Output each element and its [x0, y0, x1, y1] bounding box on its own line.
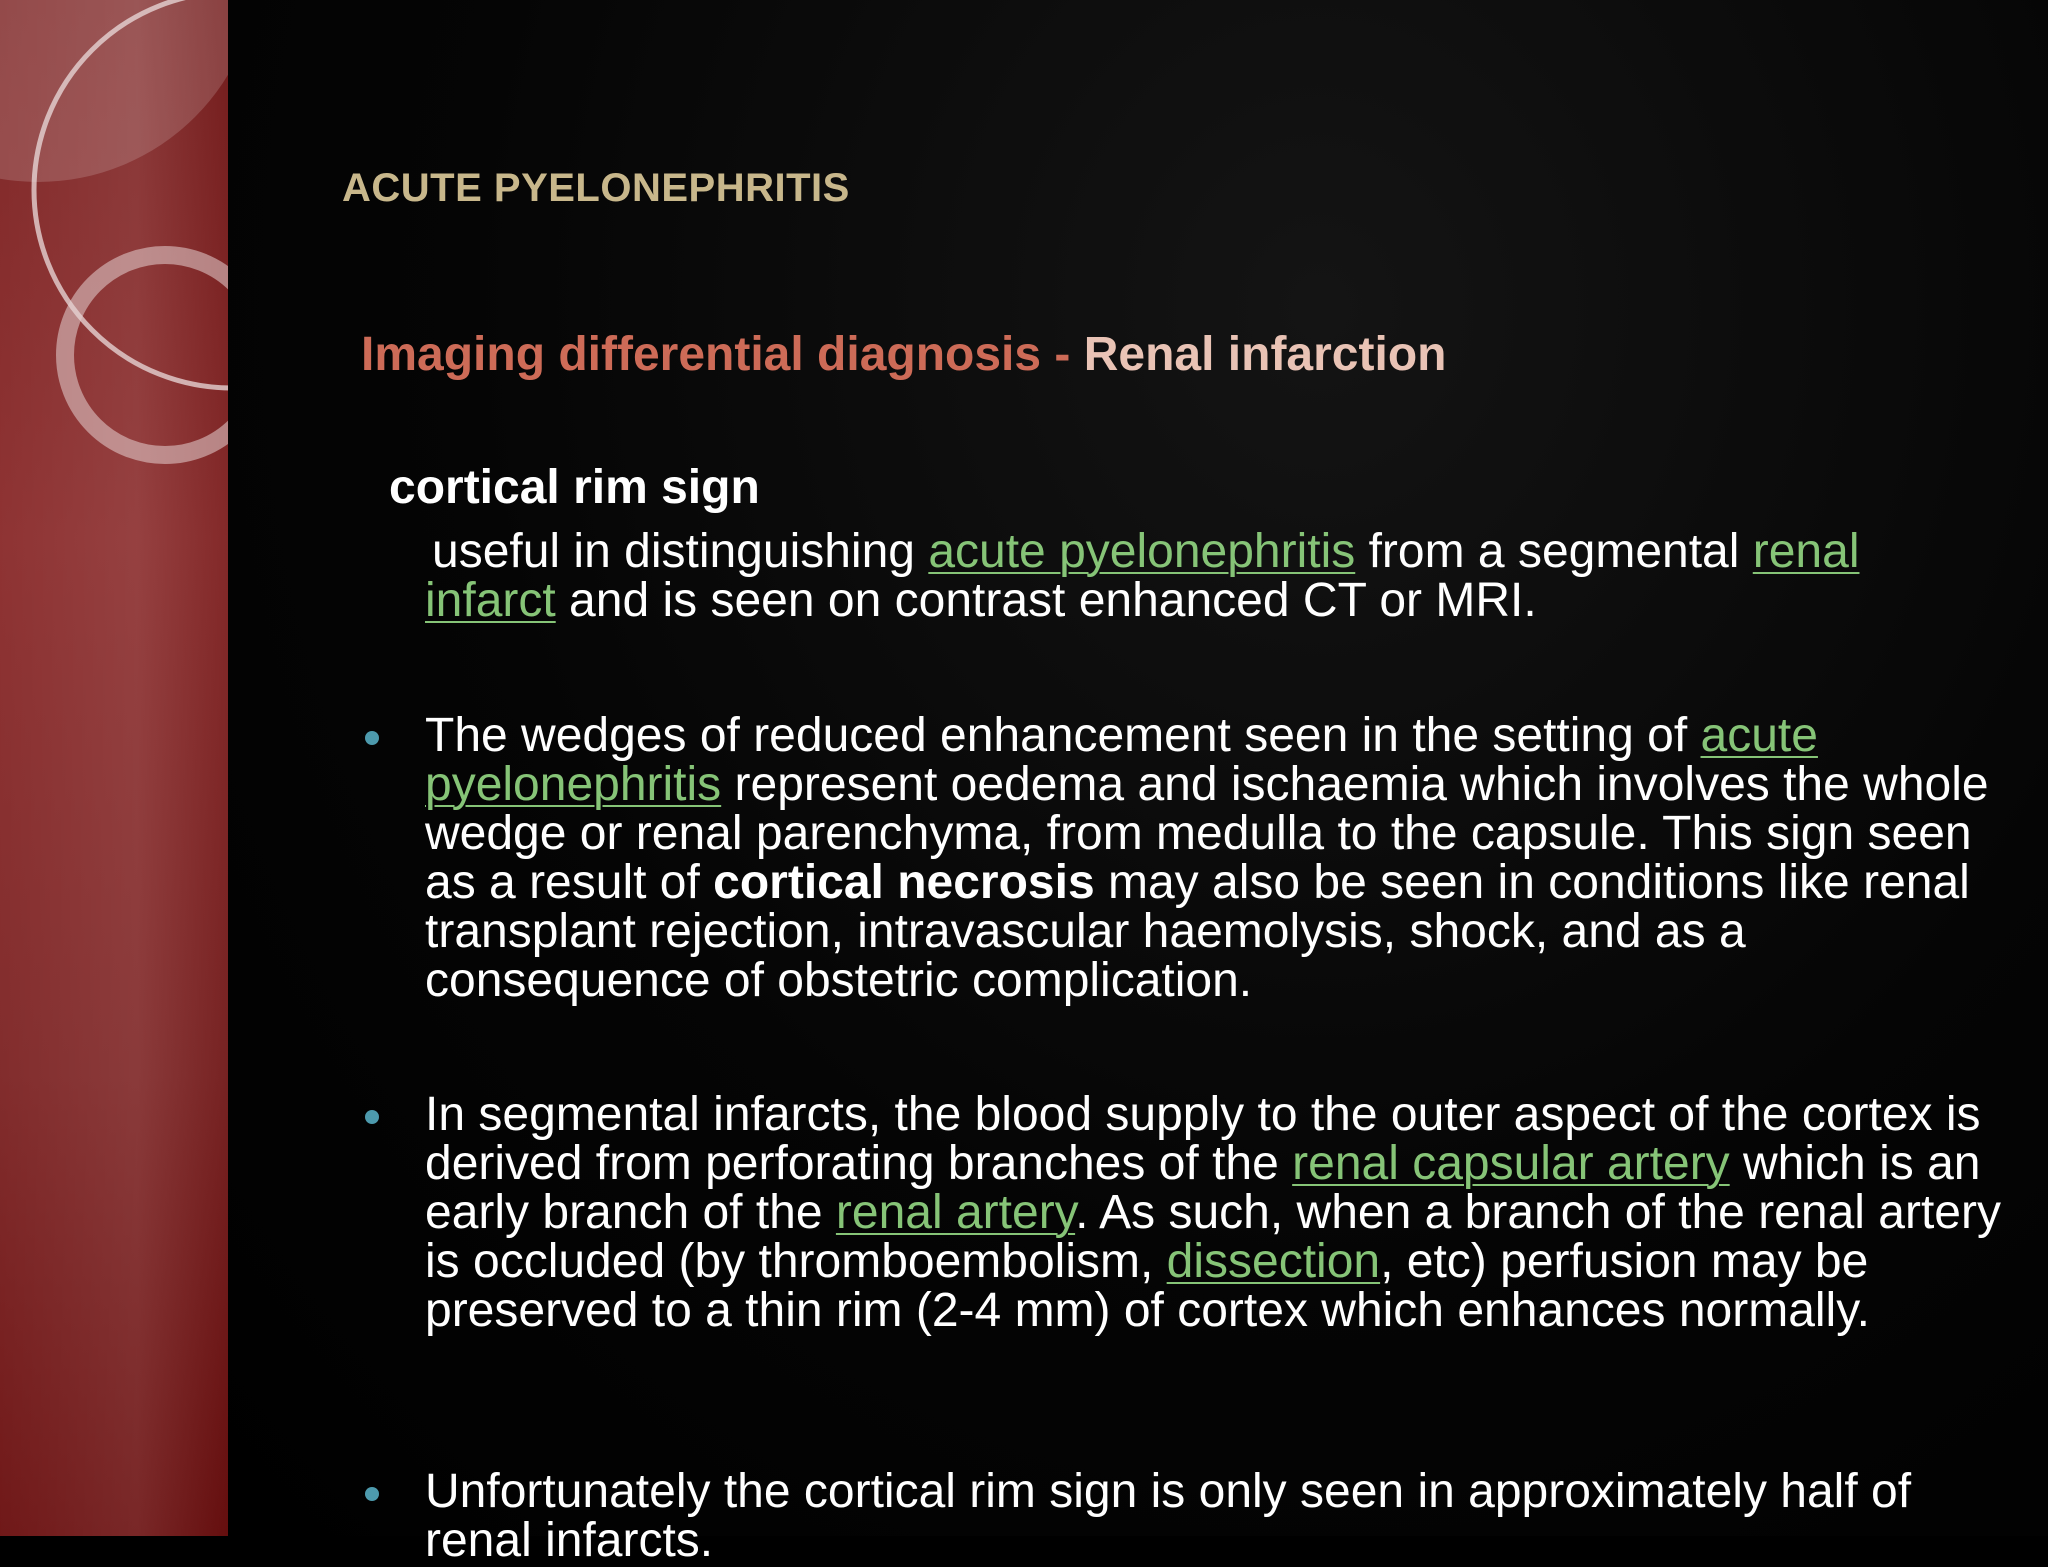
- sign-title: cortical rim sign: [389, 461, 760, 514]
- bold-cortical-necrosis: cortical necrosis: [713, 856, 1095, 909]
- link-acute-pyelonephritis[interactable]: acute pyelonephritis: [425, 709, 1818, 811]
- bullet-dot-icon: [365, 731, 379, 745]
- bullet-dot-icon: [365, 1487, 379, 1501]
- intro-text-3: and is seen on contrast enhanced CT or MRI.: [555, 574, 1537, 627]
- link-acute-pyelonephritis[interactable]: acute pyelonephritis: [928, 525, 1356, 578]
- link-renal-capsular-artery[interactable]: renal capsular artery: [1292, 1137, 1730, 1190]
- intro-paragraph: [425, 527, 1995, 625]
- bullet-text-part: The wedges of reduced enhancement seen in the setting of: [425, 709, 1701, 762]
- side-decorative-panel: [0, 0, 228, 1536]
- link-renal-artery[interactable]: renal artery: [835, 1186, 1076, 1239]
- bullet-text-part: In segmental infarcts, the blood supply to the outer aspect of the cortex is derived from perforating branches of the: [425, 1088, 1981, 1190]
- intro-text-2: from a segmental: [1355, 525, 1753, 578]
- bullet-text-part: may also be seen in conditions like renal transplant rejection, intravascular haemolysis, shock, and as a consequence of obstetric complication.: [425, 856, 1970, 1007]
- circle-rings-decoration: [0, 0, 228, 1536]
- bullet-text: [425, 1467, 2005, 1565]
- bullet-text-part: which is an early branch of the: [425, 1137, 1981, 1239]
- bullet-text-part: Unfortunately the cortical rim sign is only seen in approximately half of renal infarcts.: [425, 1465, 1912, 1567]
- subheading-plain: Renal infarction: [1070, 328, 1447, 381]
- section-subheading: [361, 327, 1446, 382]
- bullet-dot-icon: [365, 1110, 379, 1124]
- bullet-text: [425, 1090, 2005, 1335]
- bullet-text-part: . As such, when a branch of the renal artery is occluded (by thromboembolism,: [425, 1186, 2001, 1288]
- bullet-text-part: represent oedema and ischaemia which involves the whole wedge or renal parenchyma, from medulla to the capsule. This sign seen as a result of: [425, 758, 1989, 909]
- link-renal-infarct[interactable]: renal infarct: [425, 525, 1860, 627]
- subheading-bold: Imaging differential diagnosis -: [361, 328, 1071, 381]
- slide-title: ACUTE PYELONEPHRITIS: [342, 166, 850, 210]
- intro-text-1: useful in distinguishing: [432, 525, 929, 578]
- link-dissection[interactable]: dissection: [1166, 1235, 1381, 1288]
- bullet-text: [425, 711, 2005, 1005]
- bullet-text-part: , etc) perfusion may be preserved to a thin rim (2-4 mm) of cortex which enhances normally.: [425, 1235, 1870, 1337]
